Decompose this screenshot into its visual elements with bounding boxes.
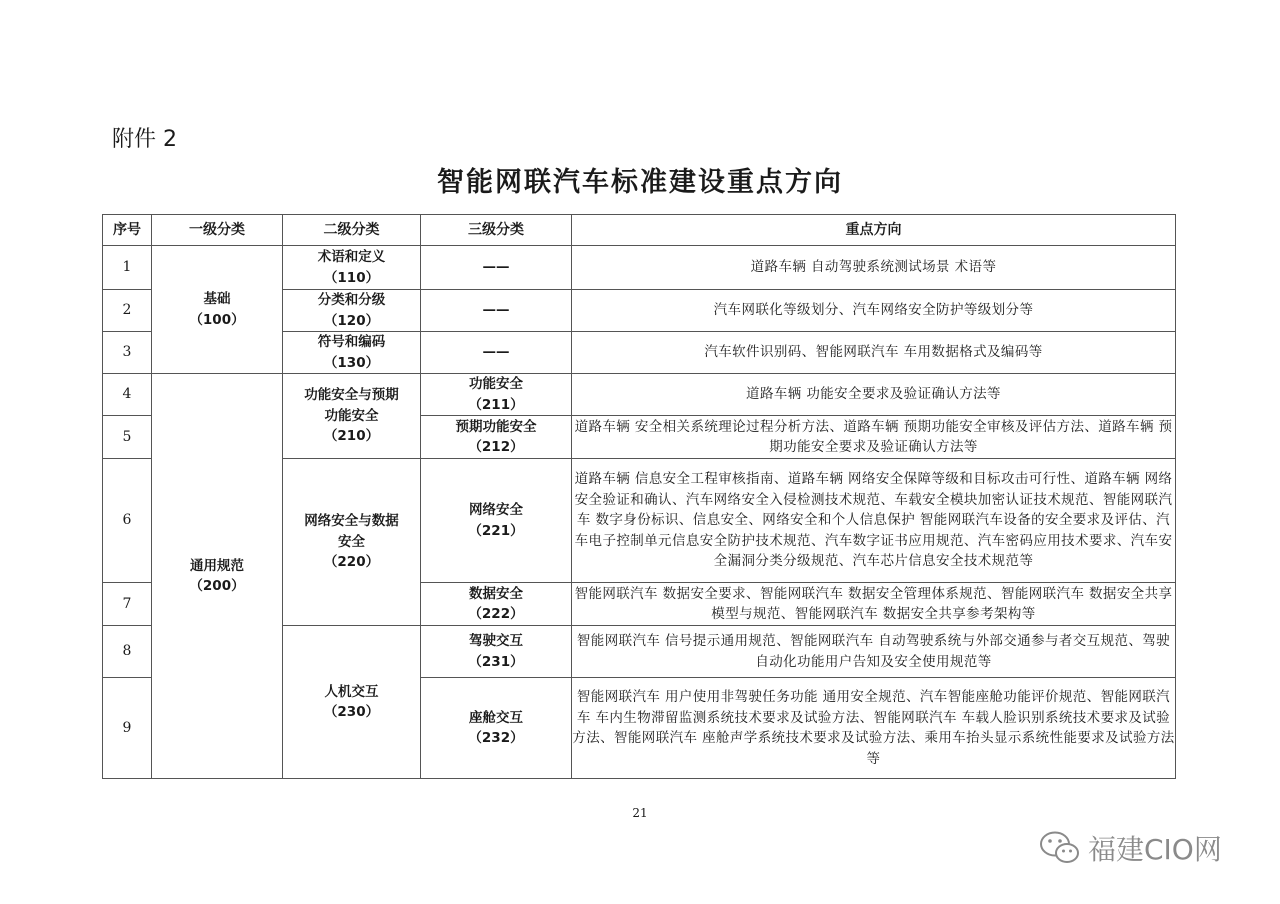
level1-name: 通用规范 bbox=[190, 557, 244, 574]
level3-cell bbox=[421, 459, 572, 583]
table-row bbox=[103, 246, 1176, 290]
focus-cell: 道路车辆 自动驾驶系统测试场景 术语等 bbox=[572, 246, 1176, 290]
level3-code: （232） bbox=[468, 730, 524, 746]
focus-cell: 道路车辆 信息安全工程审核指南、道路车辆 网络安全保障等级和目标攻击可行性、道路车辆 网络安全验证和确认、汽车网络安全入侵检测技术规范、车载安全模块加密认证技术规范、智能网联汽车 数字身份标识、信息安全、网络安全和个人信息保护 智能网联汽车设备的安全要求及评估、汽车电子控制单元信息安全防护技术规范、汽车数字证书应用规范、汽车密码应用技术要求、汽车安全漏洞分类分级规范、汽车芯片信息安全技术规范等 bbox=[572, 459, 1176, 583]
level2-name: 网络安全与数据 bbox=[304, 513, 399, 530]
wechat-icon bbox=[1038, 829, 1082, 867]
level2-cell bbox=[283, 626, 421, 779]
level3-name: —— bbox=[482, 344, 510, 361]
row-number: 2 bbox=[103, 290, 152, 332]
row-number: 5 bbox=[103, 416, 152, 459]
level2-name: 符号和编码 bbox=[317, 334, 386, 350]
header-focus: 重点方向 bbox=[572, 215, 1176, 246]
level1-name: 基础 bbox=[203, 291, 231, 307]
level2-name: 分类和分级 bbox=[317, 292, 386, 308]
level2-code: （120） bbox=[323, 312, 380, 329]
table-row bbox=[103, 374, 1176, 416]
level3-cell bbox=[421, 290, 572, 332]
header-level2: 二级分类 bbox=[283, 215, 421, 246]
watermark-text: 福建CIO网 bbox=[1088, 833, 1222, 866]
level2-name: 功能安全 bbox=[324, 407, 379, 424]
focus-cell: 道路车辆 功能安全要求及验证确认方法等 bbox=[572, 374, 1176, 416]
level3-name: 网络安全 bbox=[469, 502, 523, 518]
level2-code: （230） bbox=[323, 704, 380, 720]
row-number: 3 bbox=[103, 332, 152, 374]
level3-cell bbox=[421, 416, 572, 459]
level3-cell bbox=[421, 332, 572, 374]
level2-cell bbox=[283, 246, 421, 290]
level1-code: （200） bbox=[189, 578, 245, 594]
attachment-label: 附件 2 bbox=[112, 127, 177, 152]
level3-cell bbox=[421, 374, 572, 416]
level2-code: （220） bbox=[323, 554, 380, 571]
header-no: 序号 bbox=[103, 215, 152, 246]
level1-cell bbox=[152, 246, 283, 374]
level3-cell bbox=[421, 583, 572, 626]
level3-code: （231） bbox=[468, 653, 524, 670]
level2-code: （110） bbox=[323, 269, 380, 286]
level1-cell bbox=[152, 374, 283, 779]
focus-cell: 智能网联汽车 数据安全要求、智能网联汽车 数据安全管理体系规范、智能网联汽车 数据安全共享模型与规范、智能网联汽车 数据安全共享参考架构等 bbox=[572, 583, 1176, 626]
level2-name: 人机交互 bbox=[324, 683, 379, 700]
row-number: 7 bbox=[103, 583, 152, 626]
level3-cell bbox=[421, 626, 572, 678]
level2-name: 安全 bbox=[338, 533, 365, 550]
focus-cell: 汽车网联化等级划分、汽车网络安全防护等级划分等 bbox=[572, 290, 1176, 332]
level2-cell bbox=[283, 459, 421, 626]
level2-cell bbox=[283, 290, 421, 332]
level2-code: （210） bbox=[323, 428, 380, 445]
header-level1: 一级分类 bbox=[152, 215, 283, 246]
focus-cell: 智能网联汽车 用户使用非驾驶任务功能 通用安全规范、汽车智能座舱功能评价规范、智能网联汽车 车内生物滞留监测系统技术要求及试验方法、智能网联汽车 车载人脸识别系统技术要求及试验方法、智能网联汽车 座舱声学系统技术要求及试验方法、乘用车抬头显示系统性能要求及试验方法等 bbox=[572, 678, 1176, 779]
level3-cell bbox=[421, 678, 572, 779]
header-level3: 三级分类 bbox=[421, 215, 572, 246]
level3-cell bbox=[421, 246, 572, 290]
row-number: 6 bbox=[103, 459, 152, 583]
level3-name: —— bbox=[482, 259, 510, 276]
level1-code: （100） bbox=[189, 311, 245, 328]
level2-cell bbox=[283, 332, 421, 374]
table-header-row bbox=[103, 215, 1176, 246]
watermark bbox=[1038, 828, 1222, 868]
level3-name: 功能安全 bbox=[469, 376, 523, 392]
level3-code: （211） bbox=[468, 396, 524, 413]
page-title: 智能网联汽车标准建设重点方向 bbox=[437, 167, 843, 198]
row-number: 9 bbox=[103, 678, 152, 779]
level3-code: （212） bbox=[468, 439, 524, 455]
level2-code: （130） bbox=[323, 354, 380, 371]
level3-code: （222） bbox=[468, 606, 524, 622]
standards-table bbox=[102, 214, 1176, 779]
level3-name: —— bbox=[482, 302, 510, 319]
focus-cell: 道路车辆 安全相关系统理论过程分析方法、道路车辆 预期功能安全审核及评估方法、道路车辆 预期功能安全要求及验证确认方法等 bbox=[572, 416, 1176, 459]
page-number: 21 bbox=[632, 806, 648, 820]
focus-cell: 汽车软件识别码、智能网联汽车 车用数据格式及编码等 bbox=[572, 332, 1176, 374]
focus-cell: 智能网联汽车 信号提示通用规范、智能网联汽车 自动驾驶系统与外部交通参与者交互规范、驾驶自动化功能用户告知及安全使用规范等 bbox=[572, 626, 1176, 678]
level3-code: （221） bbox=[468, 522, 524, 539]
level3-name: 预期功能安全 bbox=[455, 418, 537, 435]
level2-name: 功能安全与预期 bbox=[304, 387, 399, 404]
level3-name: 驾驶交互 bbox=[469, 633, 523, 649]
level2-name: 术语和定义 bbox=[317, 249, 386, 265]
level3-name: 座舱交互 bbox=[469, 709, 523, 726]
level2-cell bbox=[283, 374, 421, 459]
row-number: 1 bbox=[103, 246, 152, 290]
row-number: 8 bbox=[103, 626, 152, 678]
level3-name: 数据安全 bbox=[469, 585, 523, 602]
row-number: 4 bbox=[103, 374, 152, 416]
